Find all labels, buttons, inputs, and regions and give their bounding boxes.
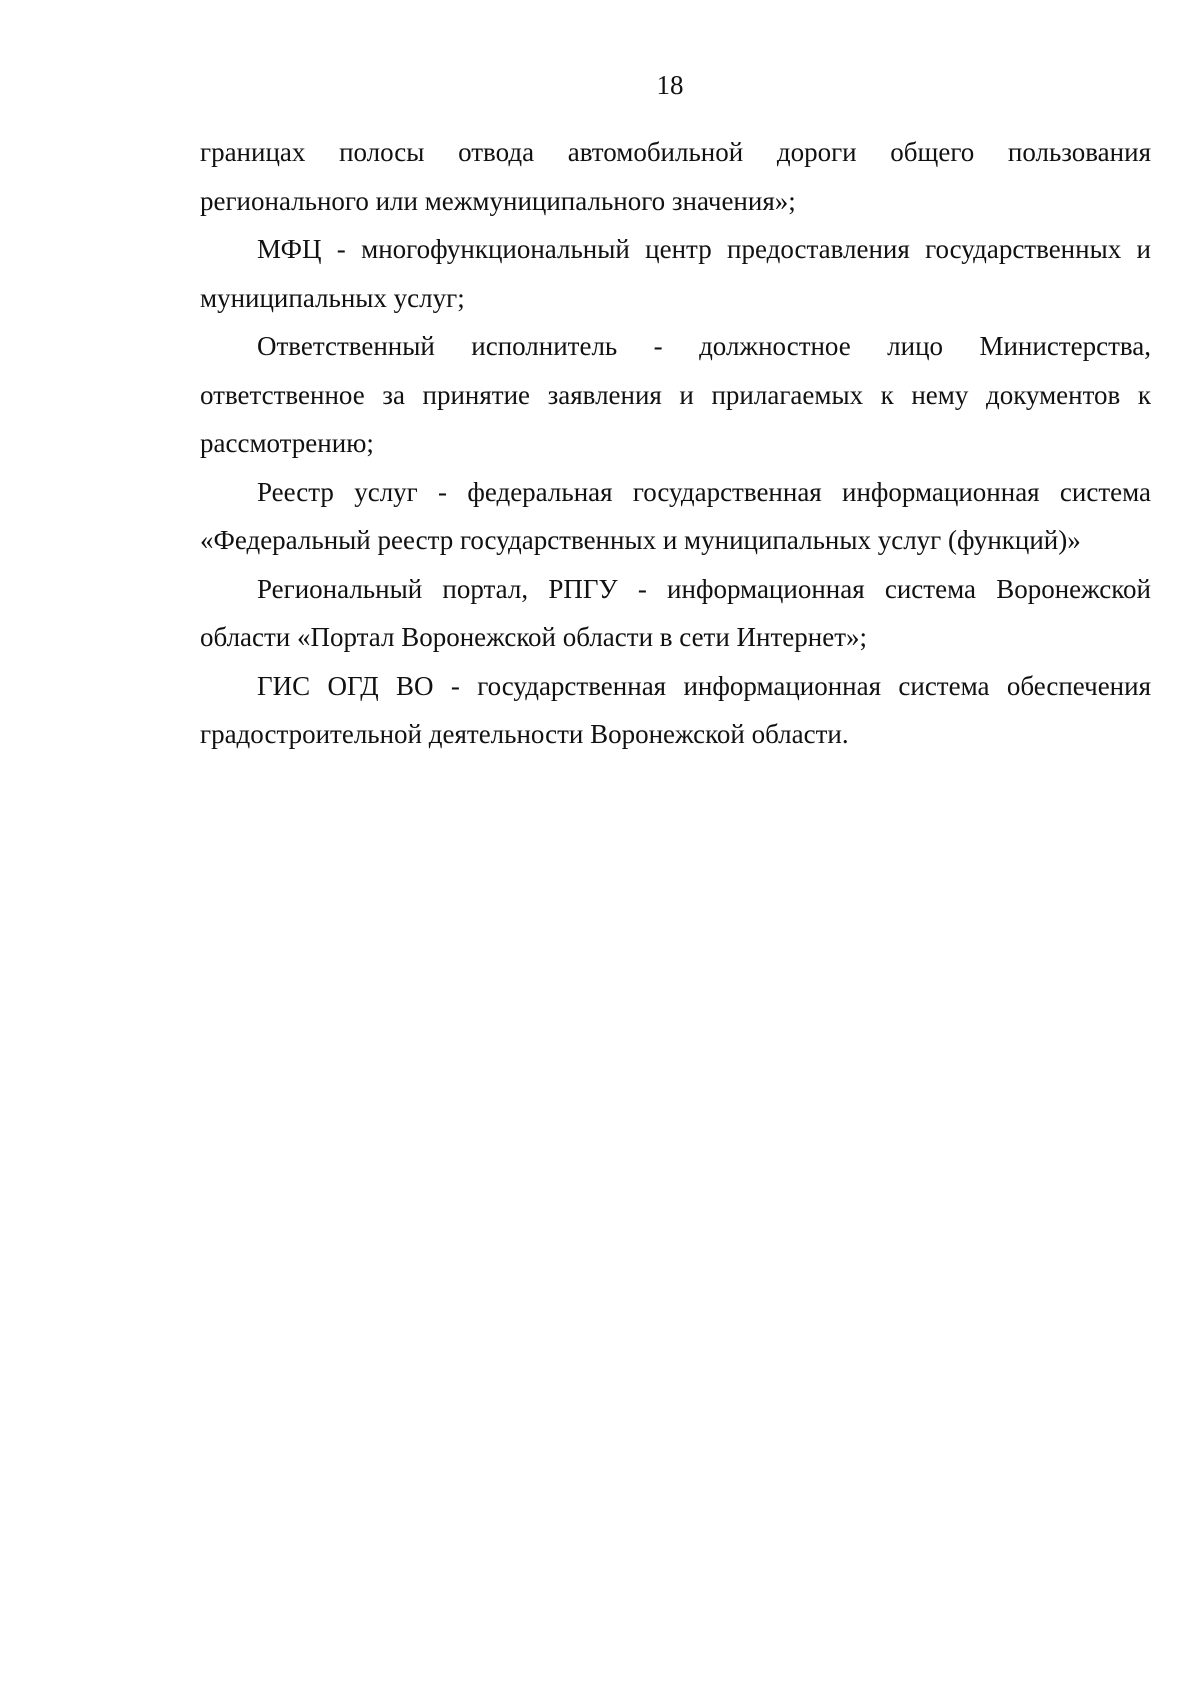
paragraph-continuation: границах полосы отвода автомобильной дороги общего пользования регионального или межмуниципального значения»; bbox=[200, 137, 1151, 216]
paragraph-responsible-executor-definition: Ответственный исполнитель - должностное лицо Министерства, ответственное за принятие заявления и прилагаемых к нему документов к рассмотрению; bbox=[200, 331, 1151, 458]
page-number: 18 bbox=[656, 70, 684, 100]
paragraph-regional-portal-definition: Региональный портал, РПГУ - информационная система Воронежской области «Портал Воронежской области в сети Интернет»; bbox=[200, 573, 1151, 652]
paragraph-services-registry-definition: Реестр услуг - федеральная государственная информационная система «Федеральный реестр государственных и муниципальных услуг (функций)» bbox=[200, 476, 1151, 555]
paragraph-gis-ogd-definition: ГИС ОГД ВО - государственная информационная система обеспечения градостроительной деятельности Воронежской области. bbox=[200, 670, 1151, 749]
document-body bbox=[200, 128, 1151, 759]
paragraph-mfc-definition: МФЦ - многофункциональный центр предоставления государственных и муниципальных услуг; bbox=[200, 234, 1151, 313]
